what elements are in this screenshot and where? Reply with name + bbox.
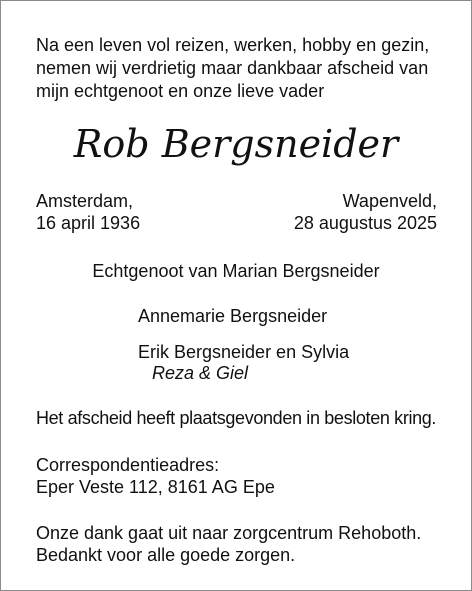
correspondence-label: Correspondentieadres: — [36, 455, 220, 475]
deceased-name: Rob Bergsneider — [73, 122, 399, 166]
intro-line-3: mijn echtgenoot en onze lieve vader — [36, 81, 325, 101]
intro-line-2: nemen wij verdrietig maar dankbaar afscheid van — [36, 58, 429, 78]
intro-line-1: Na een leven vol reizen, werken, hobby en gezin, — [36, 35, 430, 55]
birth-place: Amsterdam, — [36, 191, 134, 211]
death-date: 28 augustus 2025 — [293, 213, 437, 233]
intro-text — [36, 34, 446, 103]
child-1-name: Annemarie Bergsneider — [138, 306, 328, 326]
farewell-text: Het afscheid heeft plaatsgevonden in besloten kring. — [36, 408, 437, 428]
death-place: Wapenveld, — [342, 191, 437, 211]
child-2-name: Erik Bergsneider en Sylvia — [138, 342, 350, 362]
grandchildren-names: Reza & Giel — [152, 363, 249, 383]
thanks-line-2: Bedankt voor alle goede zorgen. — [36, 545, 296, 565]
correspondence-address: Eper Veste 112, 8161 AG Epe — [36, 477, 275, 497]
birth-date: 16 april 1936 — [36, 213, 141, 233]
thanks-line-1: Onze dank gaat uit naar zorgcentrum Rehoboth. — [36, 523, 422, 543]
spouse-line: Echtgenoot van Marian Bergsneider — [92, 261, 380, 281]
